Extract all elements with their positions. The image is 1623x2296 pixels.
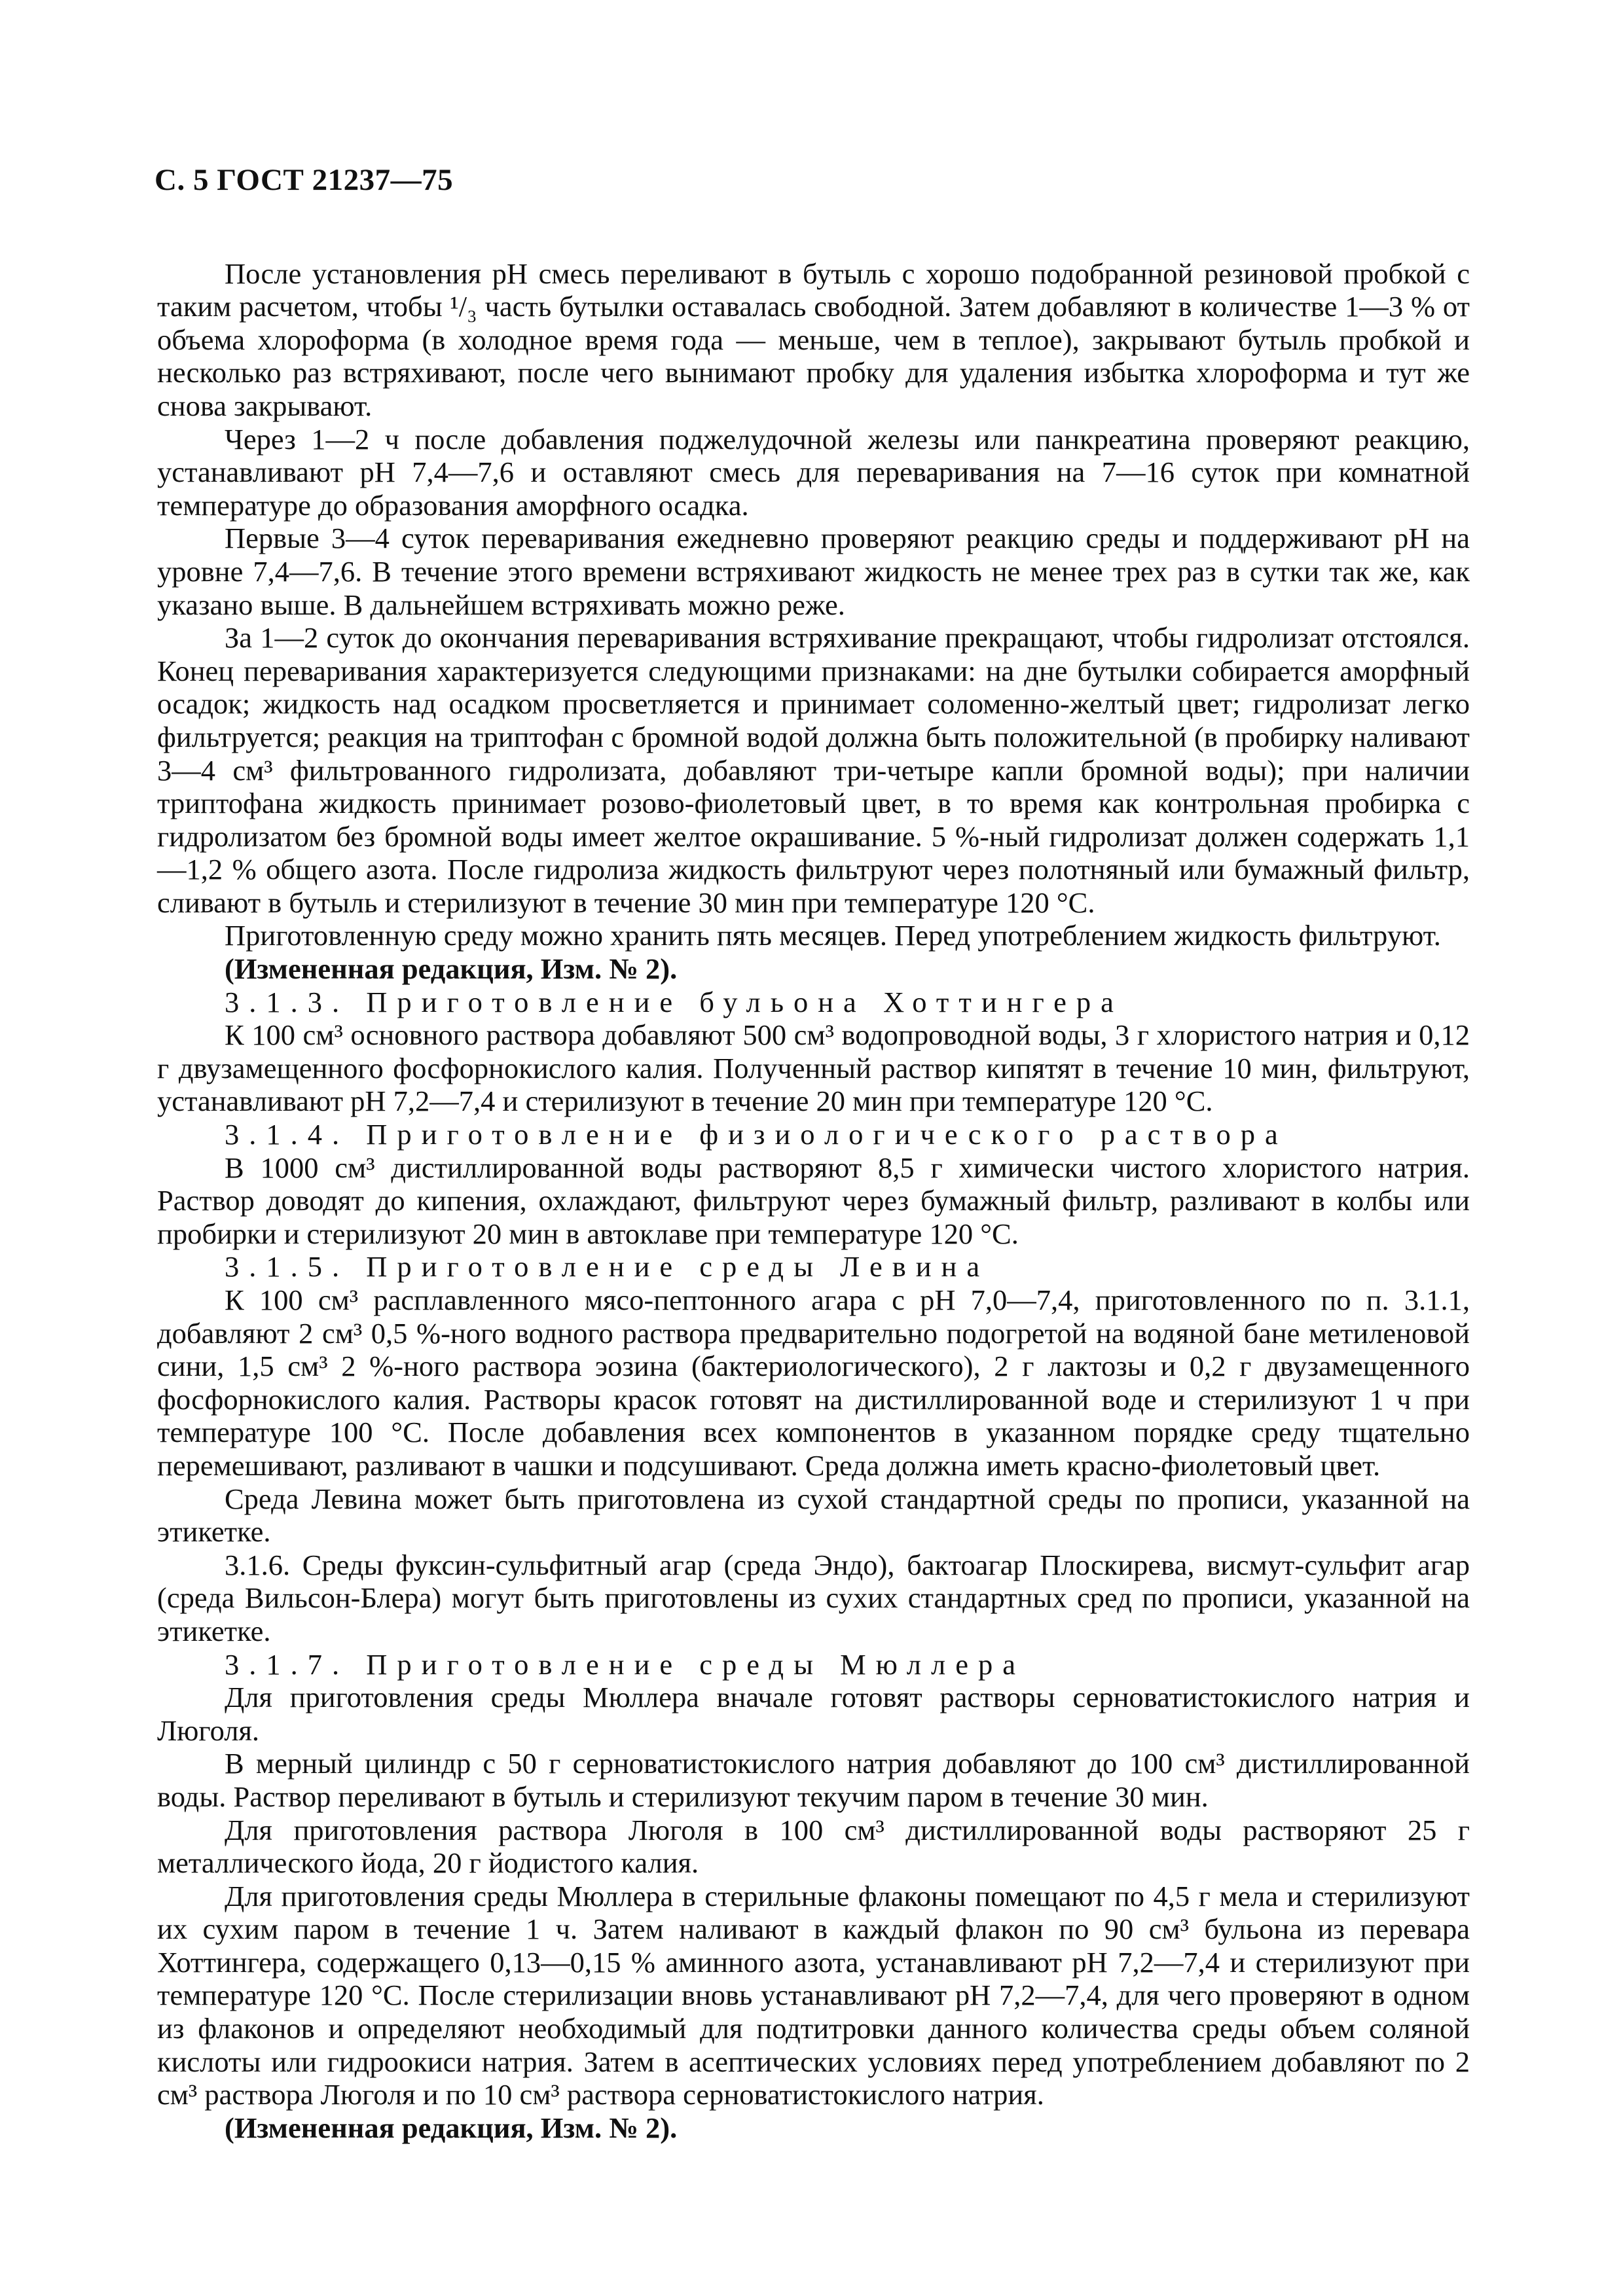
paragraph-muller-prep: Для приготовления среды Мюллера в стерильные флаконы помещают по 4,5 г мела и стерилизуют их сухим паром в течение 1 ч. Затем наливают в каждый флакон по 90 см³ бульона из перевара Хоттингера, содержащего 0,13—0,15 % аминного азота, устанавливают pH 7,2—7,4 и стерилизуют при температуре 120 °С. После стерилизации вновь устанавливают pH 7,2—7,4, для чего проверяют в одном из флаконов и определяют необходимый для подтитровки данного количества среды объем соляной кислоты или гидроокиси натрия. Затем в асептических условиях перед употреблением добавляют по 2 см³ раствора Люголя и по 10 см³ раствора серноватистокислого натрия.	[157, 1879, 1470, 2111]
section-heading-3-1-7: 3.1.7. Приготовление среды Мюллера	[225, 1647, 1025, 1681]
section-heading-3-1-3: 3.1.3. Приготовление бульона Хоттингера	[225, 985, 1123, 1018]
paragraph-thiosulfate: В мерный цилиндр с 50 г серноватистокислого натрия добавляют до 100 см³ дистиллированной воды. Раствор переливают в бутыль и стерилизуют текучим паром в течение 30 мин.	[157, 1747, 1470, 1813]
paragraph-first-days: Первые 3—4 суток переваривания ежедневно проверяют реакцию среды и поддерживают pH на уровне 7,4—7,6. В течение этого времени встряхивают жидкость не менее трех раз в сутки так же, как указано выше. В дальнейшем встряхивать можно реже.	[157, 522, 1470, 621]
amendment-note: (Измененная редакция, Изм. № 2).	[225, 2111, 678, 2144]
document-page	[157, 164, 1470, 2144]
paragraph-storage: Приготовленную среду можно хранить пять месяцев. Перед употреблением жидкость фильтруют.	[225, 919, 1441, 952]
amendment-note: (Измененная редакция, Изм. № 2).	[225, 952, 678, 986]
paragraph-hottinger-broth: К 100 см³ основного раствора добавляют 500 см³ водопроводной воды, 3 г хлористого натрия и 0,12 г двузамещенного фосфорнокислого калия. Полученный раствор кипятят в течение 10 мин, фильтруют, устанавливают pH 7,2—7,4 и стерилизуют в течение 20 мин при температуре 120 °С.	[157, 1018, 1470, 1118]
section-heading-3-1-5: 3.1.5. Приготовление среды Левина	[225, 1250, 990, 1283]
section-heading-3-1-4: 3.1.4. Приготовление физиологического раствора	[225, 1118, 1288, 1151]
paragraph-lugol: Для приготовления раствора Люголя в 100 см³ дистиллированной воды растворяют 25 г металлического йода, 20 г йодистого калия.	[157, 1813, 1470, 1880]
paragraph-muller-intro: Для приготовления среды Мюллера вначале готовят растворы серноватистокислого натрия и Люголя.	[157, 1681, 1470, 1747]
paragraph-3-1-6: 3.1.6. Среды фуксин-сульфитный агар (среда Эндо), бактоагар Плоскирева, висмут-сульфит агар (среда Вильсон-Блера) могут быть приготовлены из сухих стандартных сред по прописи, указанной на этикетке.	[157, 1548, 1470, 1647]
paragraph-reaction-check: Через 1—2 ч после добавления поджелудочной железы или панкреатина проверяют реакцию, устанавливают pH 7,4—7,6 и оставляют смесь для переваривания на 7—16 суток при комнатной температуре до образования аморфного осадка.	[157, 422, 1470, 522]
paragraph-levin-medium: К 100 см³ расплавленного мясо-пептонного агара с pH 7,0—7,4, приготовленного по п. 3.1.1, добавляют 2 см³ 0,5 %-ного водного раствора предварительно подогретой на водяной бане метиленовой сини, 1,5 см³ 2 %-ного раствора эозина (бактериологического), 2 г лактозы и 0,2 г двузамещенного фосфорнокислого калия. Растворы красок готовят на дистиллированной воде и стерилизуют 1 ч при температуре 100 °С. После добавления всех компонентов в указанном порядке среду тщательно перемешивают, разливают в чашки и подсушивают. Среда должна иметь красно-фиолетовый цвет.	[157, 1283, 1470, 1482]
paragraph-ph-bottle: После установления pH смесь переливают в бутыль с хорошо подобранной резиновой пробкой с таким расчетом, чтобы ¹/₃ часть бутылки оставалась свободной. Затем добавляют в количестве 1—3 % от объема хлороформа (в холодное время года — меньше, чем в теплое), закрывают бутыль пробкой и несколько раз встряхивают, после чего вынимают пробку для удаления избытка хлороформа и тут же снова закрывают.	[157, 257, 1470, 422]
page-header: С. 5 ГОСТ 21237—75	[155, 163, 454, 197]
paragraph-levin-dry: Среда Левина может быть приготовлена из сухой стандартной среды по прописи, указанной на этикетке.	[157, 1482, 1470, 1549]
paragraph-digestion-end: За 1—2 суток до окончания переваривания встряхивание прекращают, чтобы гидролизат отстоялся. Конец переваривания характеризуется следующими признаками: на дне бутылки собирается аморфный осадок; жидкость над осадком просветляется и принимает соломенно-желтый цвет; гидролизат легко фильтруется; реакция на триптофан с бромной водой должна быть положительной (в пробирку наливают 3—4 см³ фильтрованного гидролизата, добавляют три-четыре капли бромной воды); при наличии триптофана жидкость принимает розово-фиолетовый цвет, в то время как контрольная пробирка с гидролизатом без бромной воды имеет желтое окрашивание. 5 %-ный гидролизат должен содержать 1,1—1,2 % общего азота. После гидролиза жидкость фильтруют через полотняный или бумажный фильтр, сливают в бутыль и стерилизуют в течение 30 мин при температуре 120 °С.	[157, 621, 1470, 919]
paragraph-saline: В 1000 см³ дистиллированной воды растворяют 8,5 г химически чистого хлористого натрия. Раствор доводят до кипения, охлаждают, фильтруют через бумажный фильтр, разливают в колбы или пробирки и стерилизуют 20 мин в автоклаве при температуре 120 °С.	[157, 1151, 1470, 1250]
